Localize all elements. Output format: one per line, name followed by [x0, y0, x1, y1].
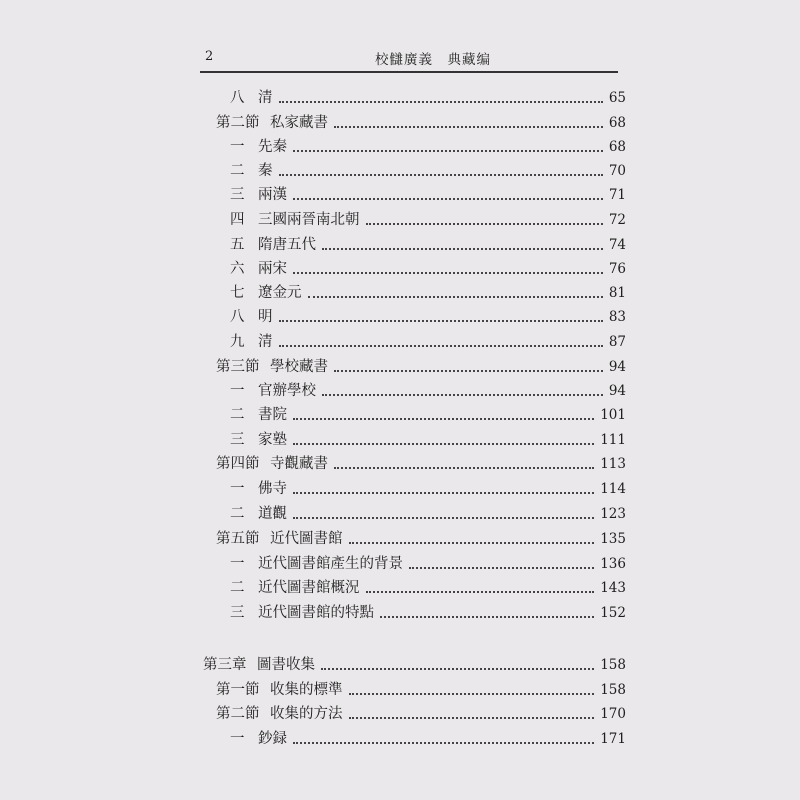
- toc-entry-number: 三: [230, 432, 245, 448]
- dot-leader: [366, 591, 594, 593]
- toc-entry-number: 三: [230, 187, 245, 203]
- toc-entry-number: 一: [230, 481, 245, 497]
- toc-entry-page: 76: [608, 261, 626, 277]
- toc-entry: [230, 381, 626, 401]
- toc-entry: [230, 578, 626, 598]
- toc-entry-number: 一: [230, 556, 245, 572]
- dot-leader: [293, 443, 594, 445]
- toc-entry-page: 101: [600, 407, 626, 423]
- toc-entry: [216, 454, 626, 474]
- toc-entry-title: 清: [258, 334, 273, 350]
- toc-entry: [203, 655, 626, 675]
- toc-entry: [230, 235, 626, 255]
- toc-entry-title: 收集的方法: [270, 706, 343, 722]
- dot-leader: [409, 567, 594, 569]
- toc-entry: [230, 332, 626, 352]
- toc-entry-page: 113: [600, 456, 626, 472]
- toc-entry-title: 三國兩晉南北朝: [258, 212, 360, 228]
- toc-entry-number: 七: [230, 285, 245, 301]
- toc-entry-page: 65: [608, 90, 626, 106]
- toc-entry-title: 道觀: [258, 506, 287, 522]
- toc-entry-page: 135: [600, 531, 626, 547]
- toc-entry-title: 書院: [258, 407, 287, 423]
- dot-leader: [279, 345, 603, 347]
- dot-leader: [349, 717, 594, 719]
- toc-entry-title: 圖書收集: [257, 657, 315, 673]
- toc-entry-number: 八: [230, 90, 245, 106]
- toc-entry: [216, 357, 626, 377]
- toc-entry-page: 68: [608, 139, 626, 155]
- toc-entry: [230, 210, 626, 230]
- toc-entry-number: 二: [230, 163, 245, 179]
- toc-entry: [216, 529, 626, 549]
- toc-entry-title: 隋唐五代: [258, 237, 316, 253]
- toc-entry: [230, 603, 626, 623]
- toc-entry-number: 九: [230, 334, 245, 350]
- toc-entry-title: 鈔録: [258, 731, 287, 747]
- toc-entry-title: 近代圖書館產生的背景: [258, 556, 403, 572]
- toc-entry: [230, 259, 626, 279]
- toc-entry-title: 清: [258, 90, 273, 106]
- toc-entry-page: 158: [600, 657, 626, 673]
- toc-entry-title: 遼金元: [258, 285, 302, 301]
- toc-entry-number: 五: [230, 237, 245, 253]
- toc-entry-page: 83: [608, 309, 626, 325]
- dot-leader: [380, 616, 594, 618]
- dot-leader: [322, 394, 603, 396]
- toc-entry: [230, 504, 626, 524]
- toc-entry-number: 第三章: [203, 657, 247, 673]
- toc-entry-page: 94: [608, 359, 626, 375]
- toc-entry-page: 94: [608, 383, 626, 399]
- dot-leader: [293, 272, 603, 274]
- running-title: 校讎廣義 典藏编: [375, 52, 491, 68]
- dot-leader: [308, 296, 603, 298]
- toc-entry-page: 68: [608, 115, 626, 131]
- dot-leader: [349, 693, 594, 695]
- toc-entry-title: 明: [258, 309, 273, 325]
- toc-entry-page: 152: [600, 605, 626, 621]
- dot-leader: [293, 198, 603, 200]
- toc-entry-page: 70: [608, 163, 626, 179]
- toc-entry-title: 家塾: [258, 432, 287, 448]
- toc-entry-page: 111: [600, 432, 626, 448]
- toc-entry-page: 74: [608, 237, 626, 253]
- toc-entry-number: 三: [230, 605, 245, 621]
- toc-entry-number: 二: [230, 506, 245, 522]
- toc-entry-number: 第二節: [216, 115, 260, 131]
- toc-entry-number: 第二節: [216, 706, 260, 722]
- toc-entry: [230, 430, 626, 450]
- toc-entry-number: 一: [230, 383, 245, 399]
- toc-entry-title: 近代圖書館概況: [258, 580, 360, 596]
- toc-entry-title: 佛寺: [258, 481, 287, 497]
- toc-entry: [230, 554, 626, 574]
- toc-entry-title: 私家藏書: [270, 115, 328, 131]
- toc-entry: [230, 307, 626, 327]
- toc-entry-number: 第四節: [216, 456, 260, 472]
- toc-entry-number: 一: [230, 731, 245, 747]
- toc-entry-title: 官辦學校: [258, 383, 316, 399]
- toc-entry-number: 第五節: [216, 531, 260, 547]
- toc-entry-page: 143: [600, 580, 626, 596]
- toc-entry-title: 近代圖書館的特點: [258, 605, 374, 621]
- toc-entry-title: 兩宋: [258, 261, 287, 277]
- toc-entry-title: 先秦: [258, 139, 287, 155]
- dot-leader: [334, 126, 603, 128]
- toc-entry-page: 158: [600, 682, 626, 698]
- toc-entry-number: 六: [230, 261, 245, 277]
- toc-entry-page: 71: [608, 187, 626, 203]
- toc-entry-number: 二: [230, 580, 245, 596]
- dot-leader: [322, 248, 603, 250]
- toc-entry-page: 87: [608, 334, 626, 350]
- dot-leader: [293, 492, 594, 494]
- toc-entry: [230, 283, 626, 303]
- toc-entry-number: 四: [230, 212, 245, 228]
- toc-entry: [230, 161, 626, 181]
- toc-entry-page: 170: [600, 706, 626, 722]
- dot-leader: [293, 742, 594, 744]
- dot-leader: [334, 467, 594, 469]
- toc-entry-page: 72: [608, 212, 626, 228]
- dot-leader: [279, 101, 603, 103]
- toc-entry: [230, 185, 626, 205]
- toc-entry-title: 秦: [258, 163, 273, 179]
- toc-entry: [216, 704, 626, 724]
- toc-entry-number: 二: [230, 407, 245, 423]
- toc-entry: [230, 479, 626, 499]
- dot-leader: [321, 668, 594, 670]
- dot-leader: [293, 150, 603, 152]
- toc-entry-page: 136: [600, 556, 626, 572]
- toc-entry-page: 81: [608, 285, 626, 301]
- toc-entry-title: 學校藏書: [270, 359, 328, 375]
- toc-entry: [216, 113, 626, 133]
- toc-entry-number: 第三節: [216, 359, 260, 375]
- toc-entry-title: 寺觀藏書: [270, 456, 328, 472]
- toc-entry-title: 近代圖書館: [270, 531, 343, 547]
- dot-leader: [293, 517, 594, 519]
- toc-entry-page: 114: [600, 481, 626, 497]
- toc-entry-title: 收集的標準: [270, 682, 343, 698]
- dot-leader: [279, 320, 603, 322]
- page-number: 2: [205, 49, 214, 64]
- toc-entry-page: 171: [600, 731, 626, 747]
- toc-entry-number: 一: [230, 139, 245, 155]
- toc-entry-page: 123: [600, 506, 626, 522]
- toc-entry: [230, 88, 626, 108]
- dot-leader: [279, 174, 603, 176]
- dot-leader: [366, 223, 603, 225]
- toc-entry: [216, 680, 626, 700]
- toc-entry: [230, 729, 626, 749]
- dot-leader: [293, 418, 594, 420]
- toc-entry: [230, 137, 626, 157]
- dot-leader: [334, 370, 603, 372]
- dot-leader: [349, 542, 594, 544]
- toc-entry-number: 第一節: [216, 682, 260, 698]
- toc-entry-title: 兩漢: [258, 187, 287, 203]
- toc-entry-number: 八: [230, 309, 245, 325]
- toc-entry: [230, 405, 626, 425]
